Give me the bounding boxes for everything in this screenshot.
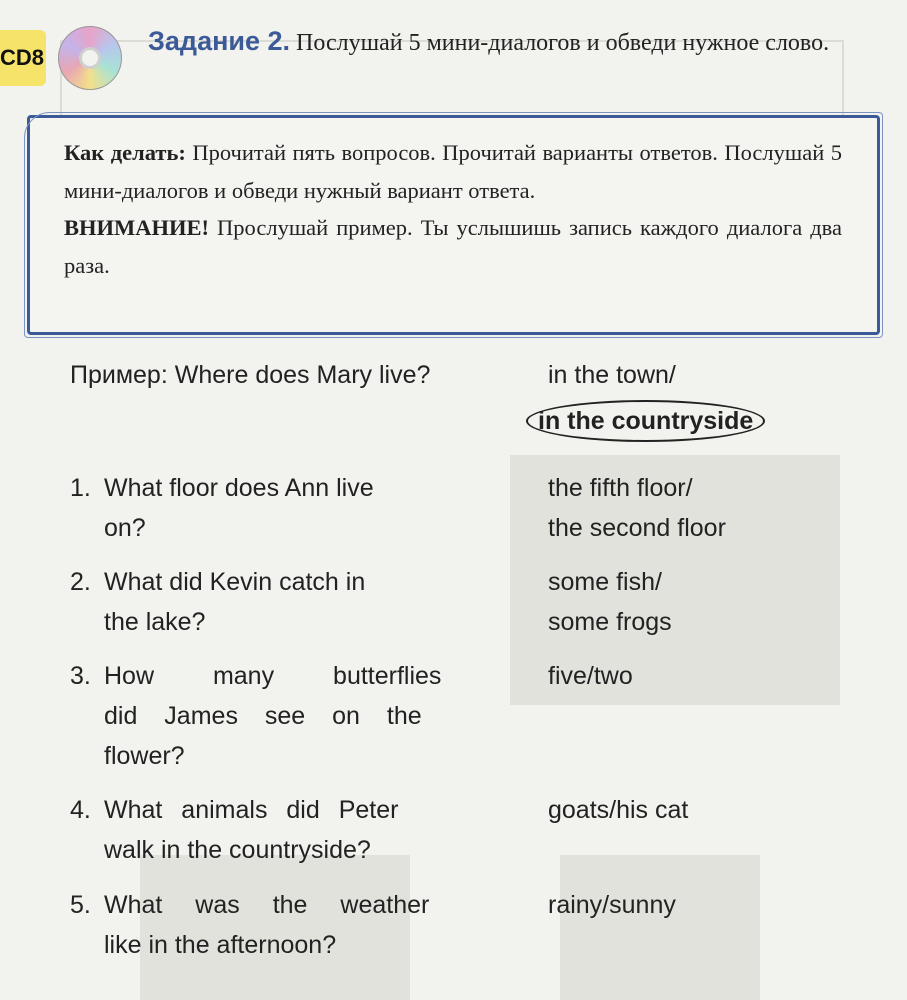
question-text: walk in the countryside? (104, 836, 371, 864)
answer-options-2 (548, 562, 788, 642)
question-text: flower? (104, 742, 185, 770)
question-text: What floor does Ann live (104, 474, 374, 502)
answer-options-4 (548, 790, 788, 830)
answer-option[interactable]: the second floor (548, 514, 726, 542)
question-number: 1. (70, 474, 91, 502)
answer-options-3 (548, 656, 788, 696)
task-title (148, 24, 848, 60)
question-number: 3. (70, 662, 91, 690)
question-text: What did Kevin catch in (104, 568, 366, 596)
question-5 (70, 885, 472, 965)
answer-option[interactable]: rainy/sunny (548, 891, 676, 919)
task-number: Задание 2. (148, 26, 291, 56)
example-answer-circled-wrap (538, 400, 848, 442)
howto-body: Прочитай пять вопросов. Прочитай варианты ответов. Послушай 5 мини-диалогов и обведи нужный вариант ответа. (64, 140, 842, 203)
question-text: What was the weather (104, 891, 430, 919)
warning-body: Прослушай пример. Ты услышишь запись каждого диалога два раза. (64, 215, 842, 278)
question-number: 4. (70, 796, 91, 824)
example-question-text: Where does Mary live? (174, 361, 431, 389)
question-2 (70, 562, 472, 642)
howto-label: Как делать: (64, 140, 186, 165)
bleed-through-photo (560, 855, 760, 1000)
instructions-box (27, 115, 880, 335)
example-question (70, 355, 472, 395)
instructions-text (64, 134, 842, 284)
answer-option[interactable]: five/two (548, 662, 633, 690)
example-answer-option: in the town/ (548, 361, 676, 389)
question-number: 5. (70, 891, 91, 919)
task-instruction: Послушай 5 мини-диалогов и обведи нужное слово. (290, 30, 830, 56)
question-4 (70, 790, 472, 870)
cd-track-tab (0, 30, 46, 86)
question-1 (70, 468, 472, 548)
cd-disc-icon (58, 26, 122, 90)
answer-option[interactable]: the fifth floor/ (548, 474, 693, 502)
question-text: the lake? (104, 608, 206, 636)
answer-options-1 (548, 468, 788, 548)
question-text: What animals did Peter (104, 796, 399, 824)
answer-options-5 (548, 885, 788, 925)
question-number: 2. (70, 568, 91, 596)
answer-option[interactable]: some fish/ (548, 568, 662, 596)
question-text: on? (104, 514, 146, 542)
answer-option[interactable]: goats/his cat (548, 796, 689, 824)
example-answer-circled: in the countryside (526, 400, 765, 442)
warning-label: ВНИМАНИЕ! (64, 215, 209, 240)
example-label: Пример: (70, 361, 168, 389)
question-text: like in the afternoon? (104, 931, 337, 959)
question-text: did James see on the (104, 702, 422, 730)
answer-option[interactable]: some frogs (548, 608, 672, 636)
question-text: How many butterflies (104, 662, 442, 690)
question-3 (70, 656, 472, 776)
cd-track-label: CD8 (0, 45, 45, 70)
